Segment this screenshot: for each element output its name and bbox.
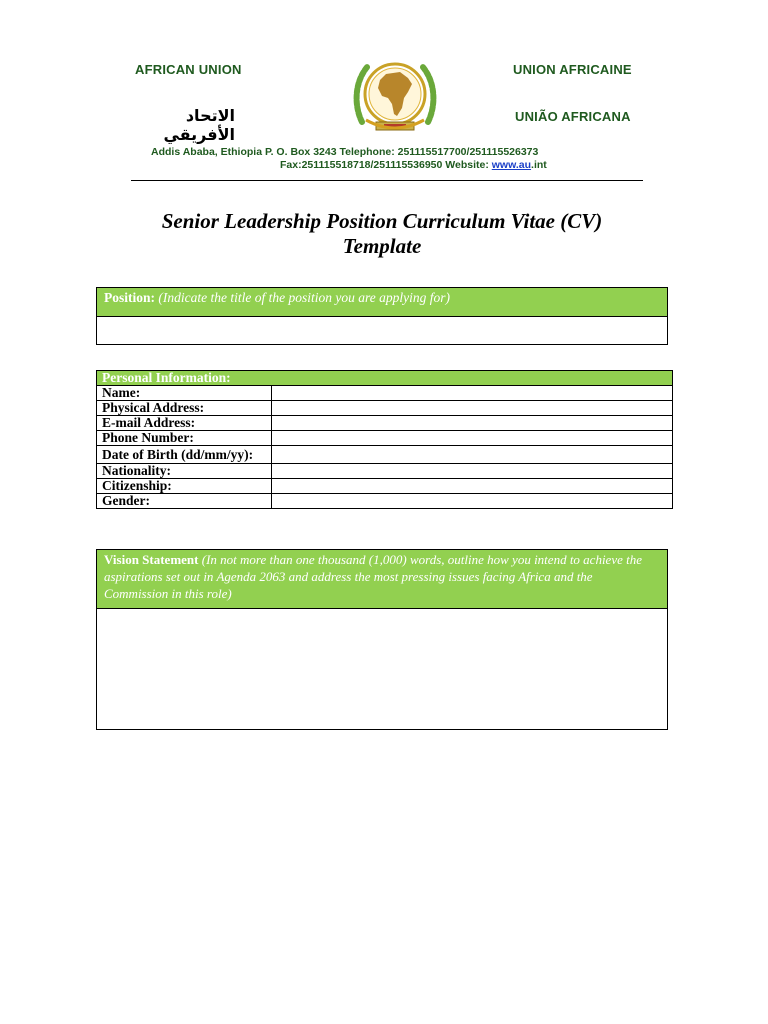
citizenship-field[interactable] bbox=[272, 479, 673, 494]
header-african-union: AFRICAN UNION bbox=[135, 62, 242, 77]
header-arabic-title: الاتحاد الأفريقي bbox=[163, 106, 235, 144]
position-header bbox=[96, 287, 668, 317]
email-field[interactable] bbox=[272, 416, 673, 431]
personal-info-table bbox=[96, 370, 673, 509]
contact-line-2 bbox=[280, 159, 547, 171]
contact-line-1: Addis Ababa, Ethiopia P. O. Box 3243 Telephone: 251115517700/251115526373 bbox=[151, 146, 539, 158]
vision-header bbox=[96, 549, 668, 609]
vision-statement-input[interactable] bbox=[96, 608, 668, 730]
fax-text: Fax:251115518718/251115536950 Website: bbox=[280, 159, 492, 171]
table-row bbox=[97, 401, 673, 416]
table-row bbox=[97, 416, 673, 431]
gender-field[interactable] bbox=[272, 494, 673, 509]
vision-note: (In not more than one thousand (1,000) words, outline how you intend to achieve the aspirations set out in Agenda 2063 and address the most pressing issues facing Africa and the Commission in this role) bbox=[104, 552, 642, 601]
personal-info-heading: Personal Information: bbox=[97, 371, 673, 386]
gender-label: Gender: bbox=[97, 494, 272, 509]
website-suffix: .int bbox=[531, 159, 547, 171]
table-row bbox=[97, 431, 673, 446]
phone-label: Phone Number: bbox=[97, 431, 272, 446]
website-link[interactable]: www.au bbox=[491, 159, 532, 171]
physical-address-label: Physical Address: bbox=[97, 401, 272, 416]
date-of-birth-field[interactable] bbox=[272, 446, 673, 464]
document-title bbox=[96, 209, 668, 259]
header-divider bbox=[131, 180, 643, 181]
nationality-field[interactable] bbox=[272, 464, 673, 479]
position-note: (Indicate the title of the position you are applying for) bbox=[155, 290, 450, 305]
header-union-africaine: UNION AFRICAINE bbox=[513, 62, 632, 77]
table-row bbox=[97, 464, 673, 479]
nationality-label: Nationality: bbox=[97, 464, 272, 479]
name-label: Name: bbox=[97, 386, 272, 401]
date-of-birth-label: Date of Birth (dd/mm/yy): bbox=[97, 446, 272, 464]
table-row bbox=[97, 446, 673, 464]
position-input[interactable] bbox=[96, 316, 668, 345]
title-line-1: Senior Leadership Position Curriculum Vitae (CV) bbox=[161, 209, 603, 233]
email-label: E-mail Address: bbox=[97, 416, 272, 431]
au-emblem-icon bbox=[350, 56, 440, 136]
name-field[interactable] bbox=[272, 386, 673, 401]
table-row bbox=[97, 479, 673, 494]
personal-info-header-row bbox=[97, 371, 673, 386]
position-label: Position: bbox=[104, 290, 156, 305]
header-uniao-africana: UNIÃO AFRICANA bbox=[515, 109, 631, 124]
citizenship-label: Citizenship: bbox=[97, 479, 272, 494]
table-row bbox=[97, 494, 673, 509]
title-line-2: Template bbox=[342, 234, 422, 258]
table-row bbox=[97, 386, 673, 401]
physical-address-field[interactable] bbox=[272, 401, 673, 416]
phone-field[interactable] bbox=[272, 431, 673, 446]
vision-label: Vision Statement bbox=[104, 552, 199, 567]
